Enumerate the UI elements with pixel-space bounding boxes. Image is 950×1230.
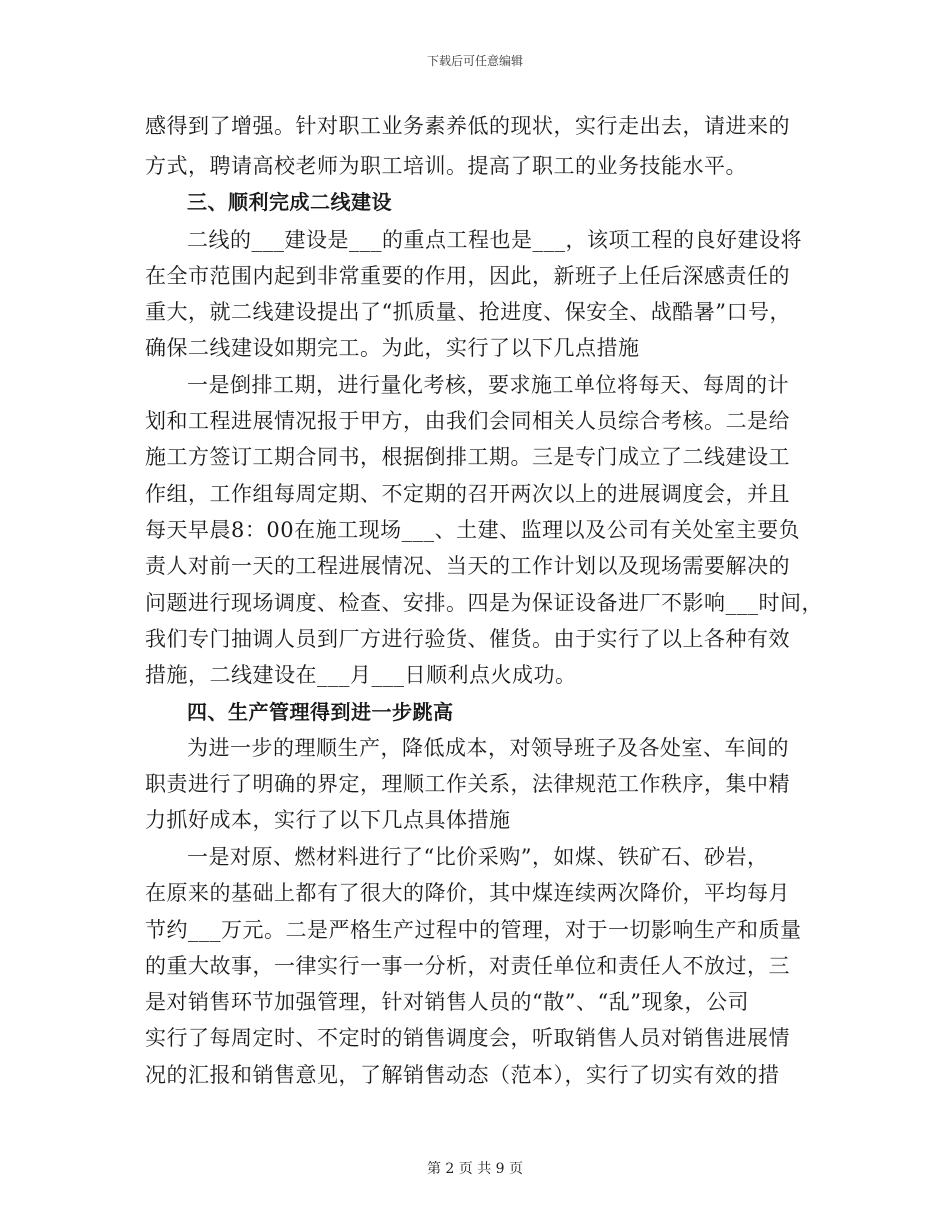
body-line: 力抓好成本，实行了以下几点具体措施	[145, 808, 511, 832]
body-line: 在全市范围内起到非常重要的作用，因此，新班子上任后深感责任的	[145, 264, 790, 288]
body-line: 况的汇报和销售意见，了解销售动态（范本），实行了切实有效的措	[145, 1063, 780, 1087]
body-line: 措施，二线建设在___月___日顺利点火成功。	[145, 663, 577, 687]
body-line: 二线的___建设是___的重点工程也是___，该项工程的良好建设将	[187, 228, 802, 252]
body-line: 问题进行现场调度、检查、安排。四是为保证设备进厂不影响___时间，	[145, 591, 823, 615]
body-line: 为进一步的理顺生产，降低成本，对领导班子及各处室、车间的	[187, 736, 789, 760]
page-footer: 第 2 页 共 9 页	[426, 1161, 524, 1177]
body-line: 重大，就二线建设提出了“抓质量、抢进度、保安全、战酷暑”口号，	[145, 300, 791, 324]
body-line: 作组，工作组每周定期、不定期的召开两次以上的进展调度会，并且	[145, 482, 790, 506]
section-heading-3: 三、顺利完成二线建设	[187, 190, 392, 214]
body-line: 一是倒排工期，进行量化考核，要求施工单位将每天、每周的计	[187, 373, 789, 397]
body-line: 责人对前一天的工程进展情况、当天的工作计划以及现场需要解决的	[145, 554, 790, 578]
body-line: 的重大故事，一律实行一事一分析，对责任单位和责任人不放过，三	[145, 954, 790, 978]
body-line: 一是对原、燃材料进行了“比价采购”，如煤、铁矿石、砂岩，	[187, 845, 769, 869]
page-header: 下载后可任意编辑	[426, 54, 523, 68]
section-heading-4: 四、生产管理得到进一步跳高	[187, 700, 454, 724]
body-line: 在原来的基础上都有了很大的降价，其中煤连续两次降价，平均每月	[145, 881, 790, 905]
body-line: 职责进行了明确的界定，理顺工作关系，法律规范工作秩序，集中精	[145, 772, 790, 796]
body-line: 确保二线建设如期完工。为此，实行了以下几点措施	[145, 336, 640, 360]
body-line: 方式，聘请高校老师为职工培训。提高了职工的业务技能水平。	[145, 154, 747, 178]
body-line: 我们专门抽调人员到厂方进行验货、催货。由于实行了以上各种有效	[145, 627, 790, 651]
body-line: 感得到了增强。针对职工业务素养低的现状，实行走出去，请进来的	[145, 114, 790, 138]
body-line: 节约___万元。二是严格生产过程中的管理，对于一切影响生产和质量	[145, 918, 802, 942]
body-line: 是对销售环节加强管理，针对销售人员的“散”、“乱”现象，公司	[145, 990, 749, 1014]
body-line: 施工方签订工期合同书，根据倒排工期。三是专门成立了二线建设工	[145, 445, 790, 469]
body-line: 每天早晨8：00在施工现场___、土建、监理以及公司有关处室主要负	[145, 518, 801, 542]
body-line: 实行了每周定时、不定时的销售调度会，听取销售人员对销售进展情	[145, 1026, 790, 1050]
body-line: 划和工程进展情况报于甲方，由我们会同相关人员综合考核。二是给	[145, 409, 790, 433]
